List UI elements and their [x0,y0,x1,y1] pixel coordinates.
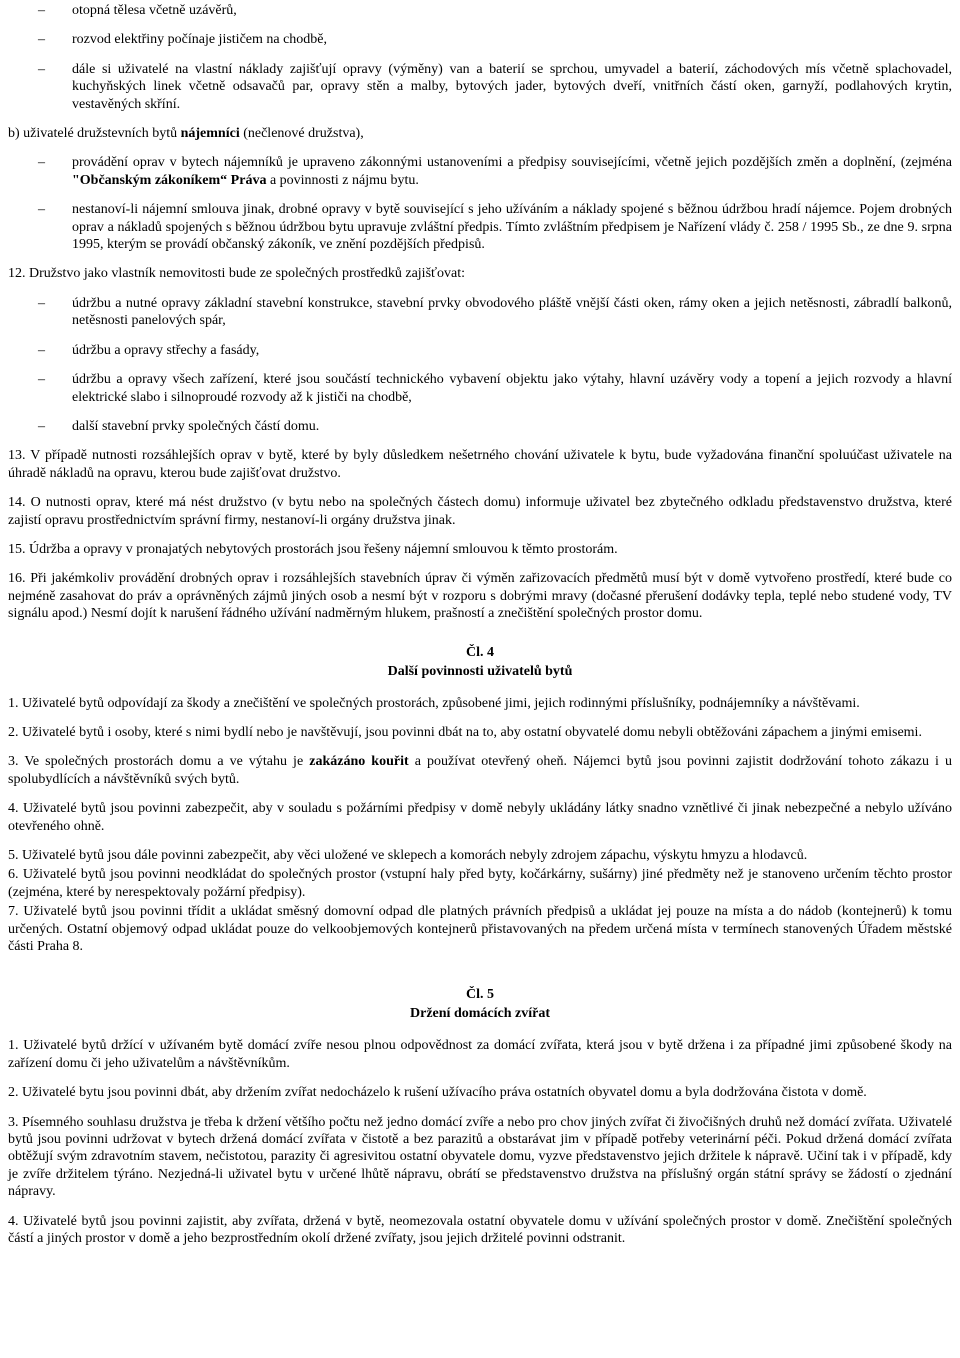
list-item-bold: "Občanským zákoníkem“ Práva [72,172,267,188]
paragraph-b-bold: nájemníci [180,126,240,142]
list-item-text: a povinnosti z nájmu bytu. [266,172,419,188]
dash-bullet: – [38,32,45,48]
paragraph-b-tenants [8,125,952,142]
list-item-radiators [8,2,952,19]
chapter-4-number: Čl. 4 [466,644,494,660]
list-item-text: údržbu a opravy střechy a fasády, [72,342,260,358]
list-item-text: údržbu a nutné opravy základní stavební konstrukce, stavební prvky obvodového pláště vnější části oken, rámy oken a jejich netěsnosti, zábradlí balkonů, netěsnosti panelových spár, [72,295,952,329]
paragraph-b-suffix: (nečlenové družstva), [239,126,364,142]
paragraph-12: 12. Družstvo jako vlastník nemovitosti bude ze společných prostředků zajišťovat: [8,266,465,282]
dash-bullet: – [38,61,45,77]
list-item-structure-maintenance [8,295,952,330]
no-smoking-text: zakázáno kouřit [309,754,409,770]
list-item-tenant-repairs [8,154,952,189]
dash-bullet: – [38,202,45,218]
chapter-5-number: Čl. 5 [466,987,494,1003]
dash-bullet: – [38,3,45,18]
list-item-text: dále si uživatelé na vlastní náklady zajišťují opravy (výměny) van a baterií se sprchou, umyvadel a baterií, záchodových mís včetně splachovadel, kuchyňských linek včetně odsavačů par, opravy stěn a malby, bytových jader, bytových dveří, vnitřních částí oken, garnyží, podlahových krytin, vestavěných skříní. [72,61,952,112]
list-item-equipment [8,371,952,406]
dash-bullet: – [38,418,45,434]
dash-bullet: – [38,295,45,311]
ch4-paragraph-2: 2. Uživatelé bytů i osoby, které s nimi bydlí nebo je navštěvují, jsou povinni dbát na to, aby ostatní obyvatelé domu nebyli obtěžováni zápachem a jinými emisemi. [8,724,922,740]
list-item-repairs [8,61,952,113]
paragraph-b-prefix: b) uživatelé družstevních bytů [8,126,181,142]
list-item-text: otopná tělesa včetně uzávěrů, [72,3,237,18]
list-item-text: rozvod elektřiny počínaje jističem na chodbě, [72,32,328,48]
ch5-paragraph-3: 3. Písemného souhlasu družstva je třeba k držení většího počtu než jedno domácí zvíře a nebo pro chov jiných zvířat či živočišných druhů než domácí zvířata. Uživatelé bytů jsou povinni udržovat v bytech držená domácí zvířata v čistotě a bez parazitů a obstarávat jim v případě potřeby veterinární péči. Pokud držená domácí zvířata obtěžují svým zdravotním stavem, nečistotou, parazity či agresivitou ostatní obyvatele domu, vyzve představenstvo jejich držitele k nápravě. Učiní tak i v případě, kdy je zvíře držitelem týráno. Nezjedná-li uživatel bytu v určené lhůtě nápravu, obrátí se představenstvo družstva na příslušný orgán státní správy se žádostí o zjednání nápravy. [8,1114,952,1200]
list-item-text: provádění oprav v bytech nájemníků je upraveno zákonnými ustanoveními a předpisy souvisejícími, včetně jejich pozdějších změn a doplnění, (zejména [72,155,952,171]
ch5-paragraph-1: 1. Uživatelé bytů držící v užívaném bytě domácí zvíře nesou plnou odpovědnost za domácí zvířata, která jsou v bytě držena i za případné jimi způsobené škody na zařízení domu či jeho uživatelům a návštěvníkům. [8,1038,952,1071]
ch4-paragraph-6: 6. Uživatelé bytů jsou povinni neodkládat do společných prostor (vstupní haly před byty, kočárkárny, sušárny) jiné předměty než je stanoveno určením těchto prostor (zejména, které by nerespektovaly požární předpisy). [8,867,952,900]
dash-bullet: – [38,155,45,171]
paragraph-13: 13. V případě nutnosti rozsáhlejších oprav v bytě, které by byly důsledkem nešetrného chování uživatele k bytu, bude vyžadována finanční spoluúčast uživatele na úhradě nákladů na opravu, kterou bude zajišťovat družstvo. [8,448,952,481]
paragraph-16: 16. Při jakémkoliv provádění drobných oprav i rozsáhlejších stavebních úprav či výměn zařizovacích předmětů musí být v domě vytvořeno prostředí, které bude co nejméně zasahovat do práv a oprávněných zájmů jiných osob a nesmí být v rozporu s dobrými mravy (dočasné přerušení dodávky tepla, teplé nebo studené vody, TV signálu apod.) Nesmí dojít k narušení řádného užívání nadměrným hlukem, prašností a znečištění společných prostor domu. [8,571,952,622]
paragraph-15: 15. Údržba a opravy v pronajatých nebytových prostorách jsou řešeny nájemní smlouvou k těmto prostorám. [8,541,618,557]
ch4-p3-text: a používat otevřený oheň. Nájemci bytů jsou povinni zajistit dodržování tohoto zákazu i u spolubydlících a návštěvníků svých bytů. [8,754,952,787]
ch4-paragraph-3 [8,753,952,788]
list-item-text: další stavební prvky společných částí domu. [72,418,320,434]
ch4-paragraph-1: 1. Uživatelé bytů odpovídají za škody a znečištění ve společných prostorách, způsobené jimi, jejich rodinnými příslušníky, podnájemníky a návštěvami. [8,695,860,711]
dash-bullet: – [38,342,45,358]
ch5-paragraph-2: 2. Uživatelé bytu jsou povinni dbát, aby držením zvířat nedocházelo k rušení užívacího práva ostatních obyvatel domu a byla dodržována čistota v domě. [8,1085,867,1101]
list-item-text: údržbu a opravy všech zařízení, které jsou součástí technického vybavení objektu jako výtahy, hlavní uzávěry vody a topení a jejich rozvody a hlavní elektrické slabo i silnoproudé rozvody až k jističi na chodbě, [72,372,952,405]
list-item-text: nestanoví-li nájemní smlouva jinak, drobné opravy v bytě související s jeho užíváním a náklady spojené s běžnou údržbou hradí nájemce. Pojem drobných oprav a nákladů spojených s běžnou údržbou bytu upravuje zvláštní předpis. Tímto zvláštním předpisem je Nařízení vlády č. 258 / 1995 Sb., ze dne 9. srpna 1995, kterým se provádí občanský zákoník, ve znění pozdějších předpisů. [72,202,952,253]
paragraph-14: 14. O nutnosti oprav, které má nést družstvo (v bytu nebo na společných částech domu) informuje uživatel bez zbytečného odkladu představenstvo družstva, které zajistí opravu prostřednictvím správní firmy, nestanoví-li orgány družstva jinak. [8,495,952,528]
ch4-paragraph-7: 7. Uživatelé bytů jsou povinni třídit a ukládat směsný domovní odpad dle platných právních předpisů a ukládat jej pouze na místa a do nádob (kontejnerů) k tomu určených. Ostatní objemový odpad ukládat pouze do velkoobjemových kontejnerů přistavovaných na předem určená místa v termínech stanovených Úřadem městské části Praha 8. [8,904,952,955]
ch4-p3-text: 3. Ve společných prostorách domu a ve výtahu je [8,754,310,770]
ch4-paragraph-4: 4. Uživatelé bytů jsou povinni zabezpečit, aby v souladu s požárními předpisy v domě nebyly ukládány látky snadno vznětlivé či jinak nebezpečné a nebylo užíváno otevřeného ohně. [8,801,952,834]
chapter-4-title: Další povinnosti uživatelů bytů [387,663,573,679]
dash-bullet: – [38,372,45,388]
document-page [0,2,960,1248]
list-item-roof-facade [8,342,952,359]
list-item-common-parts [8,418,952,435]
list-item-electricity [8,31,952,48]
ch5-paragraph-4: 4. Uživatelé bytů jsou povinni zajistit, aby zvířata, držená v bytě, neomezovala ostatní obyvatele domu v užívání společných prostor v domě. Znečištění společných částí a jiných prostor v domě a jeho bezprostředním okolí držené zvířaty, jsou jejich držitelé povinni odstranit. [8,1213,952,1247]
ch4-paragraph-5: 5. Uživatelé bytů jsou dále povinni zabezpečit, aby věci uložené ve sklepech a komorách nebyly zdrojem zápachu, výskytu hmyzu a hlodavců. [8,848,808,863]
list-item-tenant-minor-repairs [8,201,952,253]
chapter-5-title: Držení domácích zvířat [410,1006,550,1022]
